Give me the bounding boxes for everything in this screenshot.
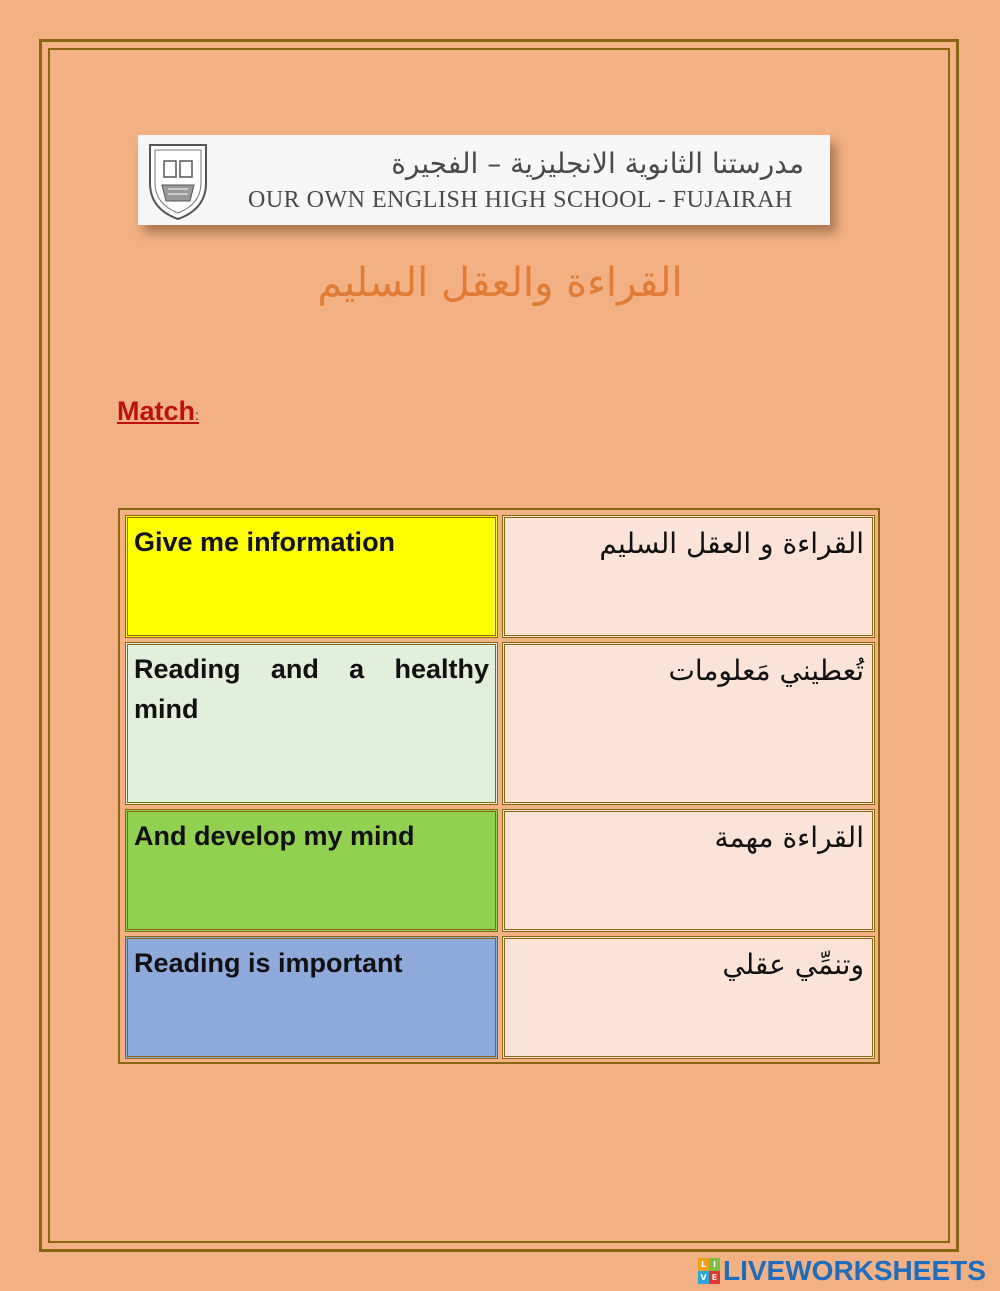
instruction-label [117, 396, 199, 427]
match-text: Match [117, 396, 196, 426]
matching-table [118, 508, 880, 1064]
match-colon: : [195, 407, 199, 423]
liveworksheets-icon: L I V E [698, 1258, 720, 1284]
liveworksheets-logo[interactable] [698, 1256, 986, 1286]
arabic-cell-1[interactable]: القراءة و العقل السليم [502, 515, 875, 638]
school-banner [138, 135, 830, 225]
arabic-cell-2[interactable]: تُعطيني مَعلومات [502, 642, 875, 805]
arabic-cell-4[interactable]: وتنمِّي عقلي [502, 936, 875, 1059]
liveworksheets-brand: LIVEWORKSHEETS [723, 1255, 986, 1286]
english-cell-2[interactable]: Reading and a healthy mind [125, 642, 498, 805]
arabic-cell-3[interactable]: القراءة مهمة [502, 809, 875, 932]
school-name-arabic: مدرستنا الثانوية الانجليزية – الفجيرة [391, 147, 804, 180]
english-cell-1[interactable]: Give me information [125, 515, 498, 638]
school-name-english: OUR OWN ENGLISH HIGH SCHOOL - FUJAIRAH [248, 187, 793, 213]
worksheet-title: القراءة والعقل السليم [317, 260, 683, 306]
english-cell-3[interactable]: And develop my mind [125, 809, 498, 932]
school-crest-icon [146, 139, 210, 221]
english-cell-4[interactable]: Reading is important [125, 936, 498, 1059]
